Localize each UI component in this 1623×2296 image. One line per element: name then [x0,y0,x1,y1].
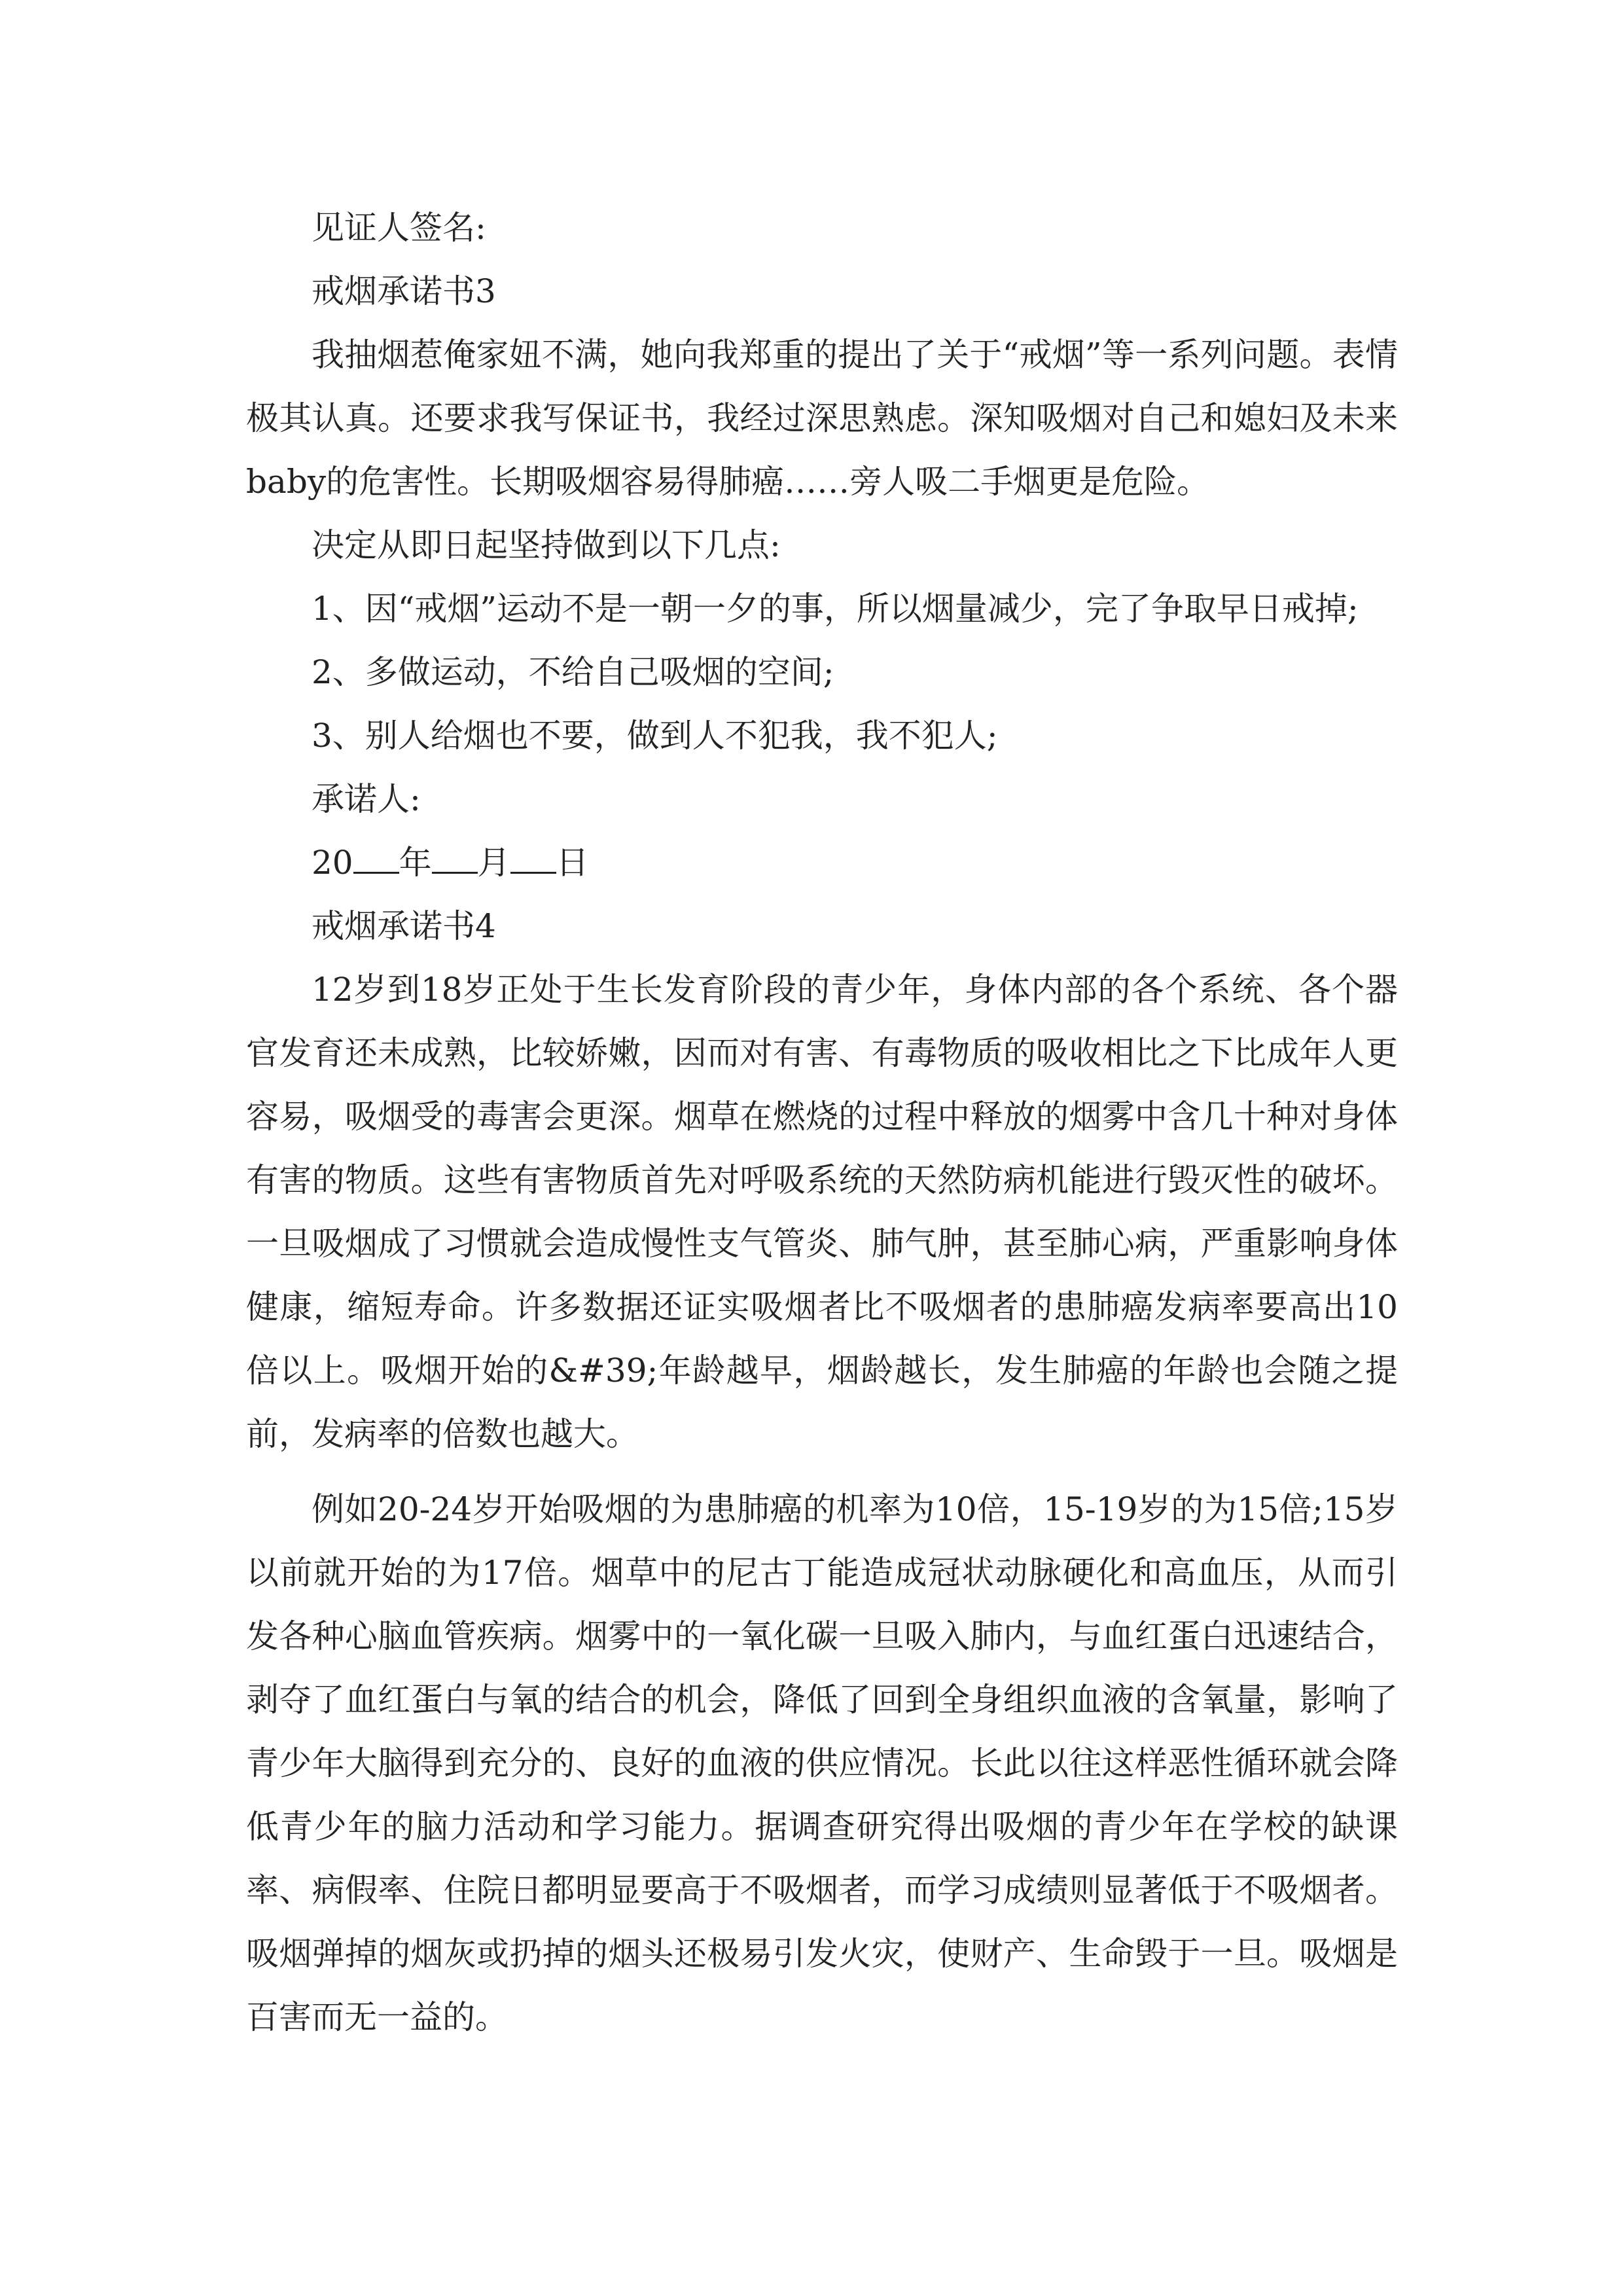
date-prefix: 20 [312,844,353,882]
promisor-signature-line: 承诺人: [312,780,421,818]
section3-decision-line: 决定从即日起坚持做到以下几点: [312,526,781,564]
section4-paragraph-2: 例如20-24岁开始吸烟的为患肺癌的机率为10倍，15-19岁的为15倍;15岁以前就开始的为17倍。烟草中的尼古丁能造成冠状动脉硬化和高血压，从而引发各种心脑血管疾病。烟雾中的一氧化碳一旦吸入肺内，与血红蛋白迅速结合，剥夺了血红蛋白与氧的结合的机会，降低了回到全身组织血液的含氧量，影响了青少年大脑得到充分的、良好的血液的供应情况。长此以往这样恶性循环就会降低青少年的脑力活动和学习能力。据调查研究得出吸烟的青少年在学校的缺课率、病假率、住院日都明显要高于不吸烟者，而学习成绩则显著低于不吸烟者。吸烟弹掉的烟灰或扔掉的烟头还极易引发火灾，使财产、生命毁于一旦。吸烟是百害而无一益的。 [246,1490,1398,2036]
section3-intro-paragraph: 我抽烟惹俺家妞不满，她向我郑重的提出了关于“戒烟”等一系列问题。表情极其认真。还要求我写保证书，我经过深思熟虑。深知吸烟对自己和媳妇及未来baby的危害性。长期吸烟容易得肺癌……旁人吸二手烟更是危险。 [246,336,1398,501]
date-day-label: 日 [556,844,589,882]
section3-item-3: 3、别人给烟也不要，做到人不犯我，我不犯人; [312,717,998,755]
date-year-label: 年 [399,844,432,882]
section4-paragraph-1: 12岁到18岁正处于生长发育阶段的青少年，身体内部的各个系统、各个器官发育还未成熟，比较娇嫩，因而对有害、有毒物质的吸收相比之下比成年人更容易，吸烟受的毒害会更深。烟草在燃烧的过程中释放的烟雾中含几十种对身体有害的物质。这些有害物质首先对呼吸系统的天然防病机能进行毁灭性的破坏。一旦吸烟成了习惯就会造成慢性支气管炎、肺气肿，甚至肺心病，严重影响身体健康，缩短寿命。许多数据还证实吸烟者比不吸烟者的患肺癌发病率要高出10倍以上。吸烟开始的&#39;年龄越早，烟龄越长，发生肺癌的年龄也会随之提前，发病率的倍数也越大。 [246,971,1398,1453]
date-line [246,831,1398,895]
section4-title: 戒烟承诺书4 [312,907,496,945]
month-blank [432,838,478,874]
section3-item-2: 2、多做运动，不给自己吸烟的空间; [312,653,834,691]
section3-title: 戒烟承诺书3 [312,272,496,310]
year-blank [353,838,399,874]
document-body [246,196,1398,2049]
day-blank [510,838,556,874]
section3-item-1: 1、因“戒烟”运动不是一朝一夕的事，所以烟量减少，完了争取早日戒掉; [312,590,1359,628]
date-month-label: 月 [477,844,510,882]
witness-signature-line: 见证人签名: [312,209,486,247]
